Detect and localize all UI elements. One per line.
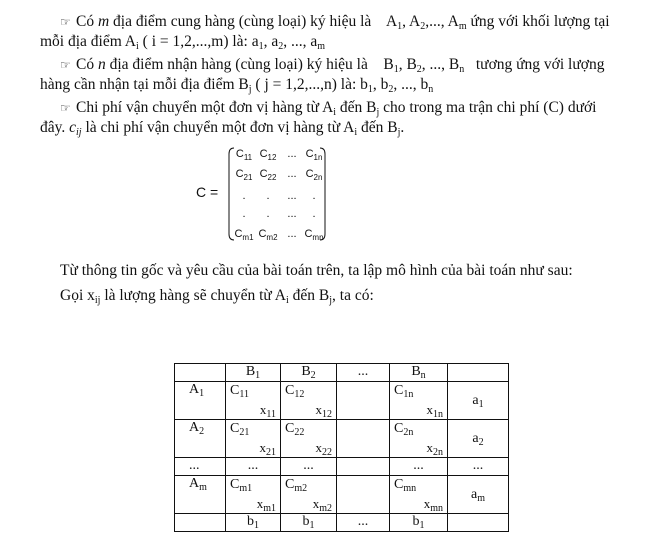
demand-b2: $b_1$ [281,514,337,532]
matrix-entry: $C_{22}$ [259,168,277,182]
table-footer-row [175,514,509,532]
table-cell: $C_{12}$ $x_{12}$ [281,382,337,420]
hand-pointer-icon: ☞ [60,101,71,115]
table-cell: $C_{22}$ $x_{22}$ [281,420,337,458]
paragraph-demand-line2: hàng cần nhận tại mỗi địa điểm $B_j$ ( j = 1,2,...,n) là: $b_1$, $b_2$, ..., $b_n$ [40,76,434,95]
paragraph-cost: ☞ Chi phí vận chuyển một đơn vị hàng từ $A_i$ đến $B_j$ cho trong ma trận chi phí (C) dưới [60,99,597,118]
table-cell: $C_{m2}$ $x_{m2}$ [281,476,337,514]
table-cell: $C_{m1}$ $x_{m1}$ [226,476,281,514]
table-cell: ... [448,458,509,476]
matrix-entry: ... [287,228,297,240]
header-b2: $B_2$ [281,364,337,382]
table-cell [337,420,390,458]
matrix-entry: . [242,190,246,202]
table-cell: ... [390,458,448,476]
paragraph-demand: ☞ Có n địa điểm nhận hàng (cùng loại) ký hiệu là $B_1$, $B_2$, ..., $B_n$ tương ứng với lượng [60,56,605,75]
hand-pointer-icon: ☞ [60,58,71,72]
matrix-entry: . [242,208,246,220]
hand-pointer-icon: ☞ [60,15,71,29]
table-cell [337,382,390,420]
matrix-entry: $C_{m1}$ [234,228,254,242]
table-cell: ... [281,458,337,476]
matrix-entry: $C_{1n}$ [305,148,323,162]
matrix-entry: ... [287,168,297,180]
header-dots: ... [337,364,390,382]
supply-a2: $a_2$ [448,420,509,458]
table-cell: $C_{11}$ $x_{11}$ [226,382,281,420]
matrix-entry: ... [287,148,297,160]
table-header-row [175,364,509,382]
table-cell: $C_{2n}$ $x_{2n}$ [390,420,448,458]
matrix-grid [228,146,326,242]
matrix-entry: $C_{mn}$ [304,228,324,242]
paragraph-variable: Gọi $x_{ij}$ là lượng hàng sẽ chuyển từ $A_i$ đến $B_j$, ta có: [60,287,374,306]
header-b1: $B_1$ [226,364,281,382]
row-label-a2: $A_2$ [175,420,226,458]
supply-a1: $a_1$ [448,382,509,420]
matrix-entry: . [266,208,270,220]
matrix-entry: ... [287,190,297,202]
matrix-entry: ... [287,208,297,220]
matrix-label: C = [196,184,219,200]
paragraph-model: Từ thông tin gốc và yêu cầu của bài toán trên, ta lập mô hình của bài toán như sau: [60,262,573,279]
paragraph-supply-line2: mỗi địa điểm $A_i$ ( i = 1,2,...,m) là: $a_1$, $a_2$, ..., $a_m$ [40,33,326,52]
row-label-dots: ... [175,458,226,476]
transport-table [174,363,509,532]
paragraph-supply: ☞ Có m địa điểm cung hàng (cùng loại) ký hiệu là $A_1$, $A_2$,..., $A_m$ ứng với khối lượng tại [60,13,610,32]
table-cell [337,458,390,476]
matrix-entry: $C_{12}$ [259,148,277,162]
demand-bn: $b_1$ [390,514,448,532]
header-bn: $B_n$ [390,364,448,382]
table-cell: $C_{21}$ $x_{21}$ [226,420,281,458]
matrix-entry: . [312,190,316,202]
paragraph-cost-line2: đây. $c_{ij}$ là chi phí vận chuyển một đơn vị hàng từ $A_i$ đến $B_j$. [40,119,405,138]
table-row [175,382,509,420]
matrix-entry: $C_{m2}$ [258,228,278,242]
table-cell [337,476,390,514]
demand-b1: $b_1$ [226,514,281,532]
matrix-entry: . [266,190,270,202]
row-label-a1: $A_1$ [175,382,226,420]
table-cell: $C_{1n}$ $x_{1n}$ [390,382,448,420]
supply-am: $a_m$ [448,476,509,514]
table-row [175,420,509,458]
table-cell: $C_{mn}$ $x_{mn}$ [390,476,448,514]
matrix-entry: . [312,208,316,220]
demand-dots: ... [337,514,390,532]
row-label-am: $A_m$ [175,476,226,514]
matrix-entry: $C_{2n}$ [305,168,323,182]
matrix-entry: $C_{21}$ [235,168,253,182]
table-row [175,476,509,514]
matrix-entry: $C_{11}$ [235,148,253,162]
cost-matrix [196,144,336,244]
table-row [175,458,509,476]
table-cell: ... [226,458,281,476]
